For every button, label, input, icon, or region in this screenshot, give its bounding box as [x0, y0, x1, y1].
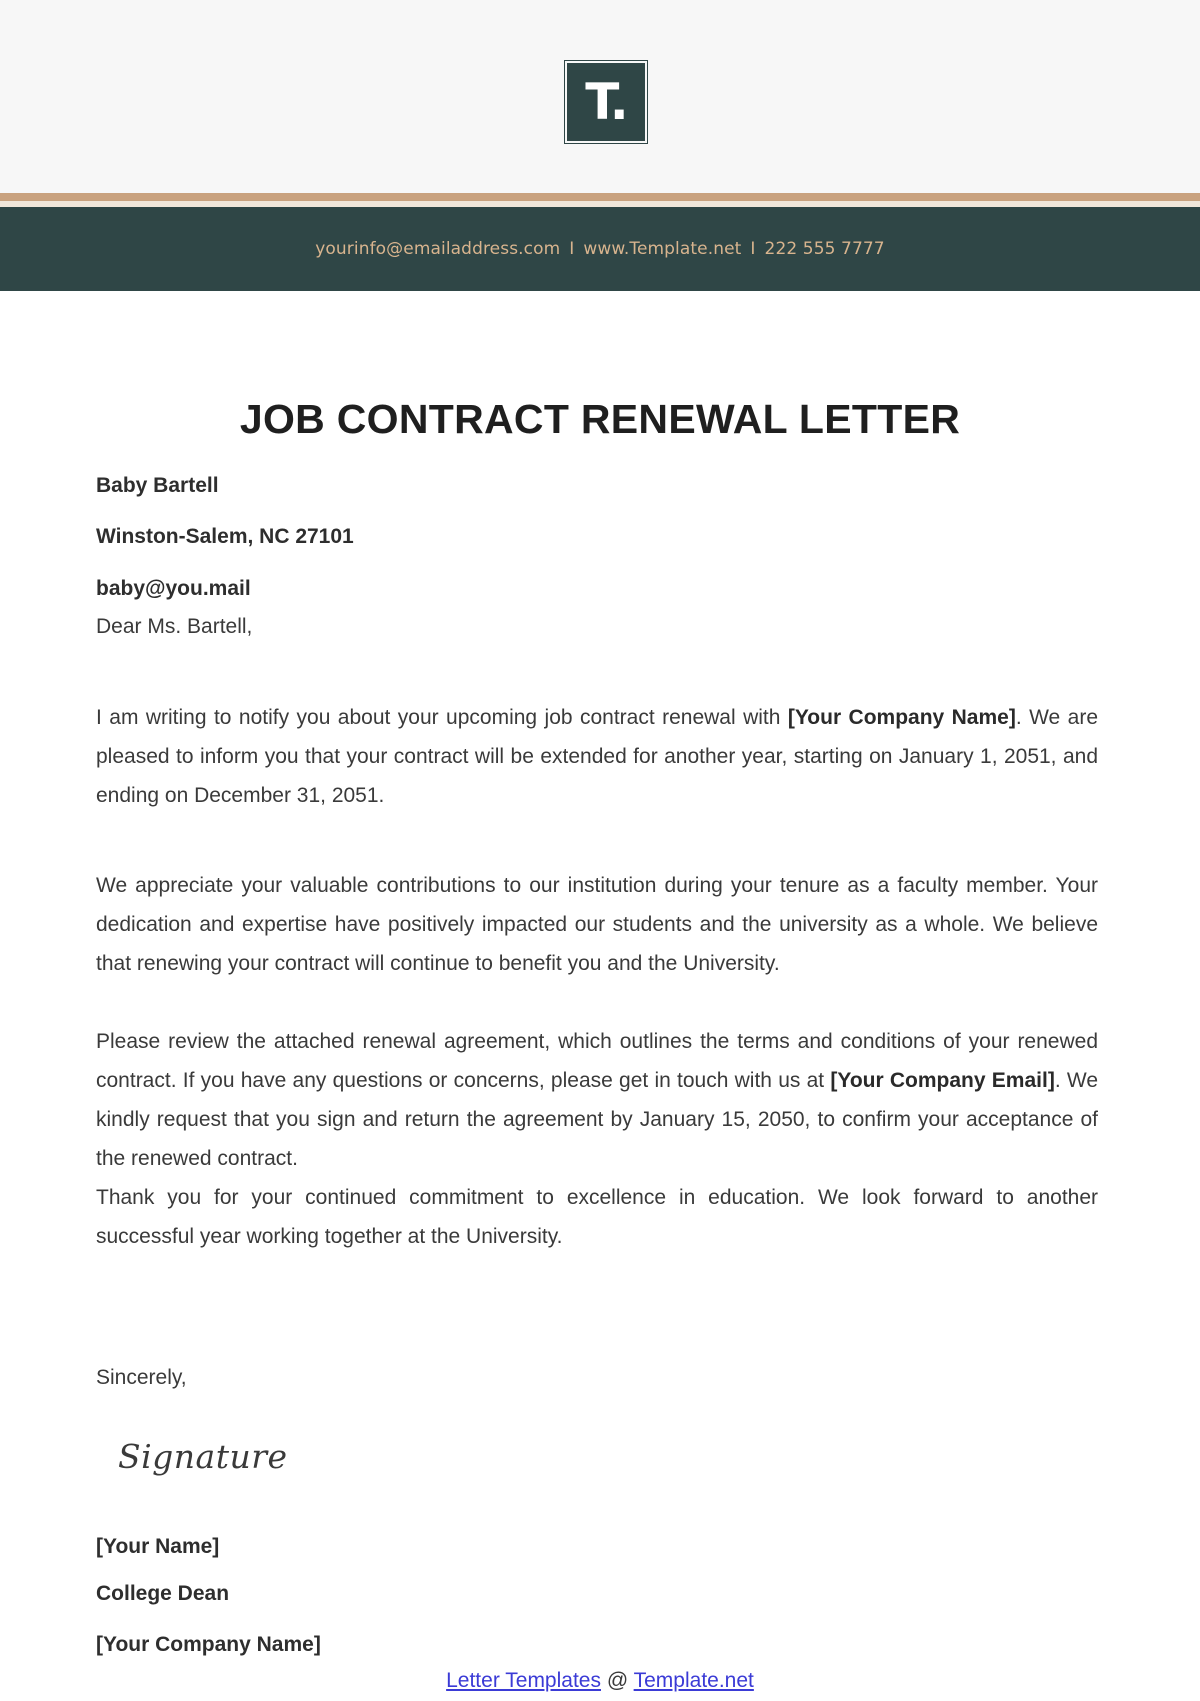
- logo-text: T.: [585, 73, 627, 131]
- paragraph-4: Thank you for your continued commitment to excellence in education. We look forward to another successful year working together at the University.: [96, 1186, 1098, 1248]
- recipient-address: Winston-Salem, NC 27101: [96, 525, 354, 548]
- sender-company: [Your Company Name]: [96, 1633, 321, 1656]
- sender-name: [Your Name]: [96, 1535, 220, 1558]
- signature: Signature: [118, 1437, 288, 1476]
- contact-bar: [0, 207, 1200, 291]
- logo-mark: [567, 63, 645, 141]
- contact-email: yourinfo@emailaddress.com: [315, 239, 561, 259]
- salutation: Dear Ms. Bartell,: [96, 615, 253, 638]
- closing: Sincerely,: [96, 1366, 187, 1389]
- sender-title: College Dean: [96, 1582, 230, 1605]
- contact-info: [315, 239, 884, 259]
- contact-phone: 222 555 7777: [764, 239, 885, 259]
- paragraph-3: Please review the attached renewal agreement, which outlines the terms and conditions of your renewed contract. If you have any questions or concerns, please get in touch with us at [Your Company Email]. We kindly request that you sign and return the agreement by January 15, 2050, to confirm your acceptance of the renewed contract.: [96, 1030, 1098, 1170]
- contact-website: www.Template.net: [583, 239, 742, 259]
- company-email-placeholder: [Your Company Email]: [830, 1069, 1055, 1092]
- paragraph-2: We appreciate your valuable contributions to our institution during your tenure as a faculty member. Your dedication and expertise have positively impacted our students and the university as a whole. We believe that renewing your contract will continue to benefit you and the University.: [96, 874, 1098, 975]
- recipient-email: baby@you.mail: [96, 577, 251, 600]
- letter-title: JOB CONTRACT RENEWAL LETTER: [239, 396, 961, 442]
- letter-templates-link[interactable]: Letter Templates: [446, 1669, 601, 1692]
- company-name-placeholder: [Your Company Name]: [787, 706, 1016, 729]
- footer: [0, 1669, 1200, 1693]
- recipient-name: Baby Bartell: [96, 474, 219, 497]
- paragraph-1: I am writing to notify you about your upcoming job contract renewal with [Your Company Name]. We are pleased to inform you that your contract will be extended for another year, starting on January 1, 2051, and ending on December 31, 2051.: [96, 706, 1098, 807]
- logo: [564, 60, 648, 144]
- contact-separator: I: [569, 239, 575, 259]
- contact-separator: I: [750, 239, 756, 259]
- template-net-link[interactable]: Template.net: [633, 1669, 754, 1692]
- header-stripe-tan: [0, 193, 1200, 201]
- footer-at: @: [606, 1669, 629, 1692]
